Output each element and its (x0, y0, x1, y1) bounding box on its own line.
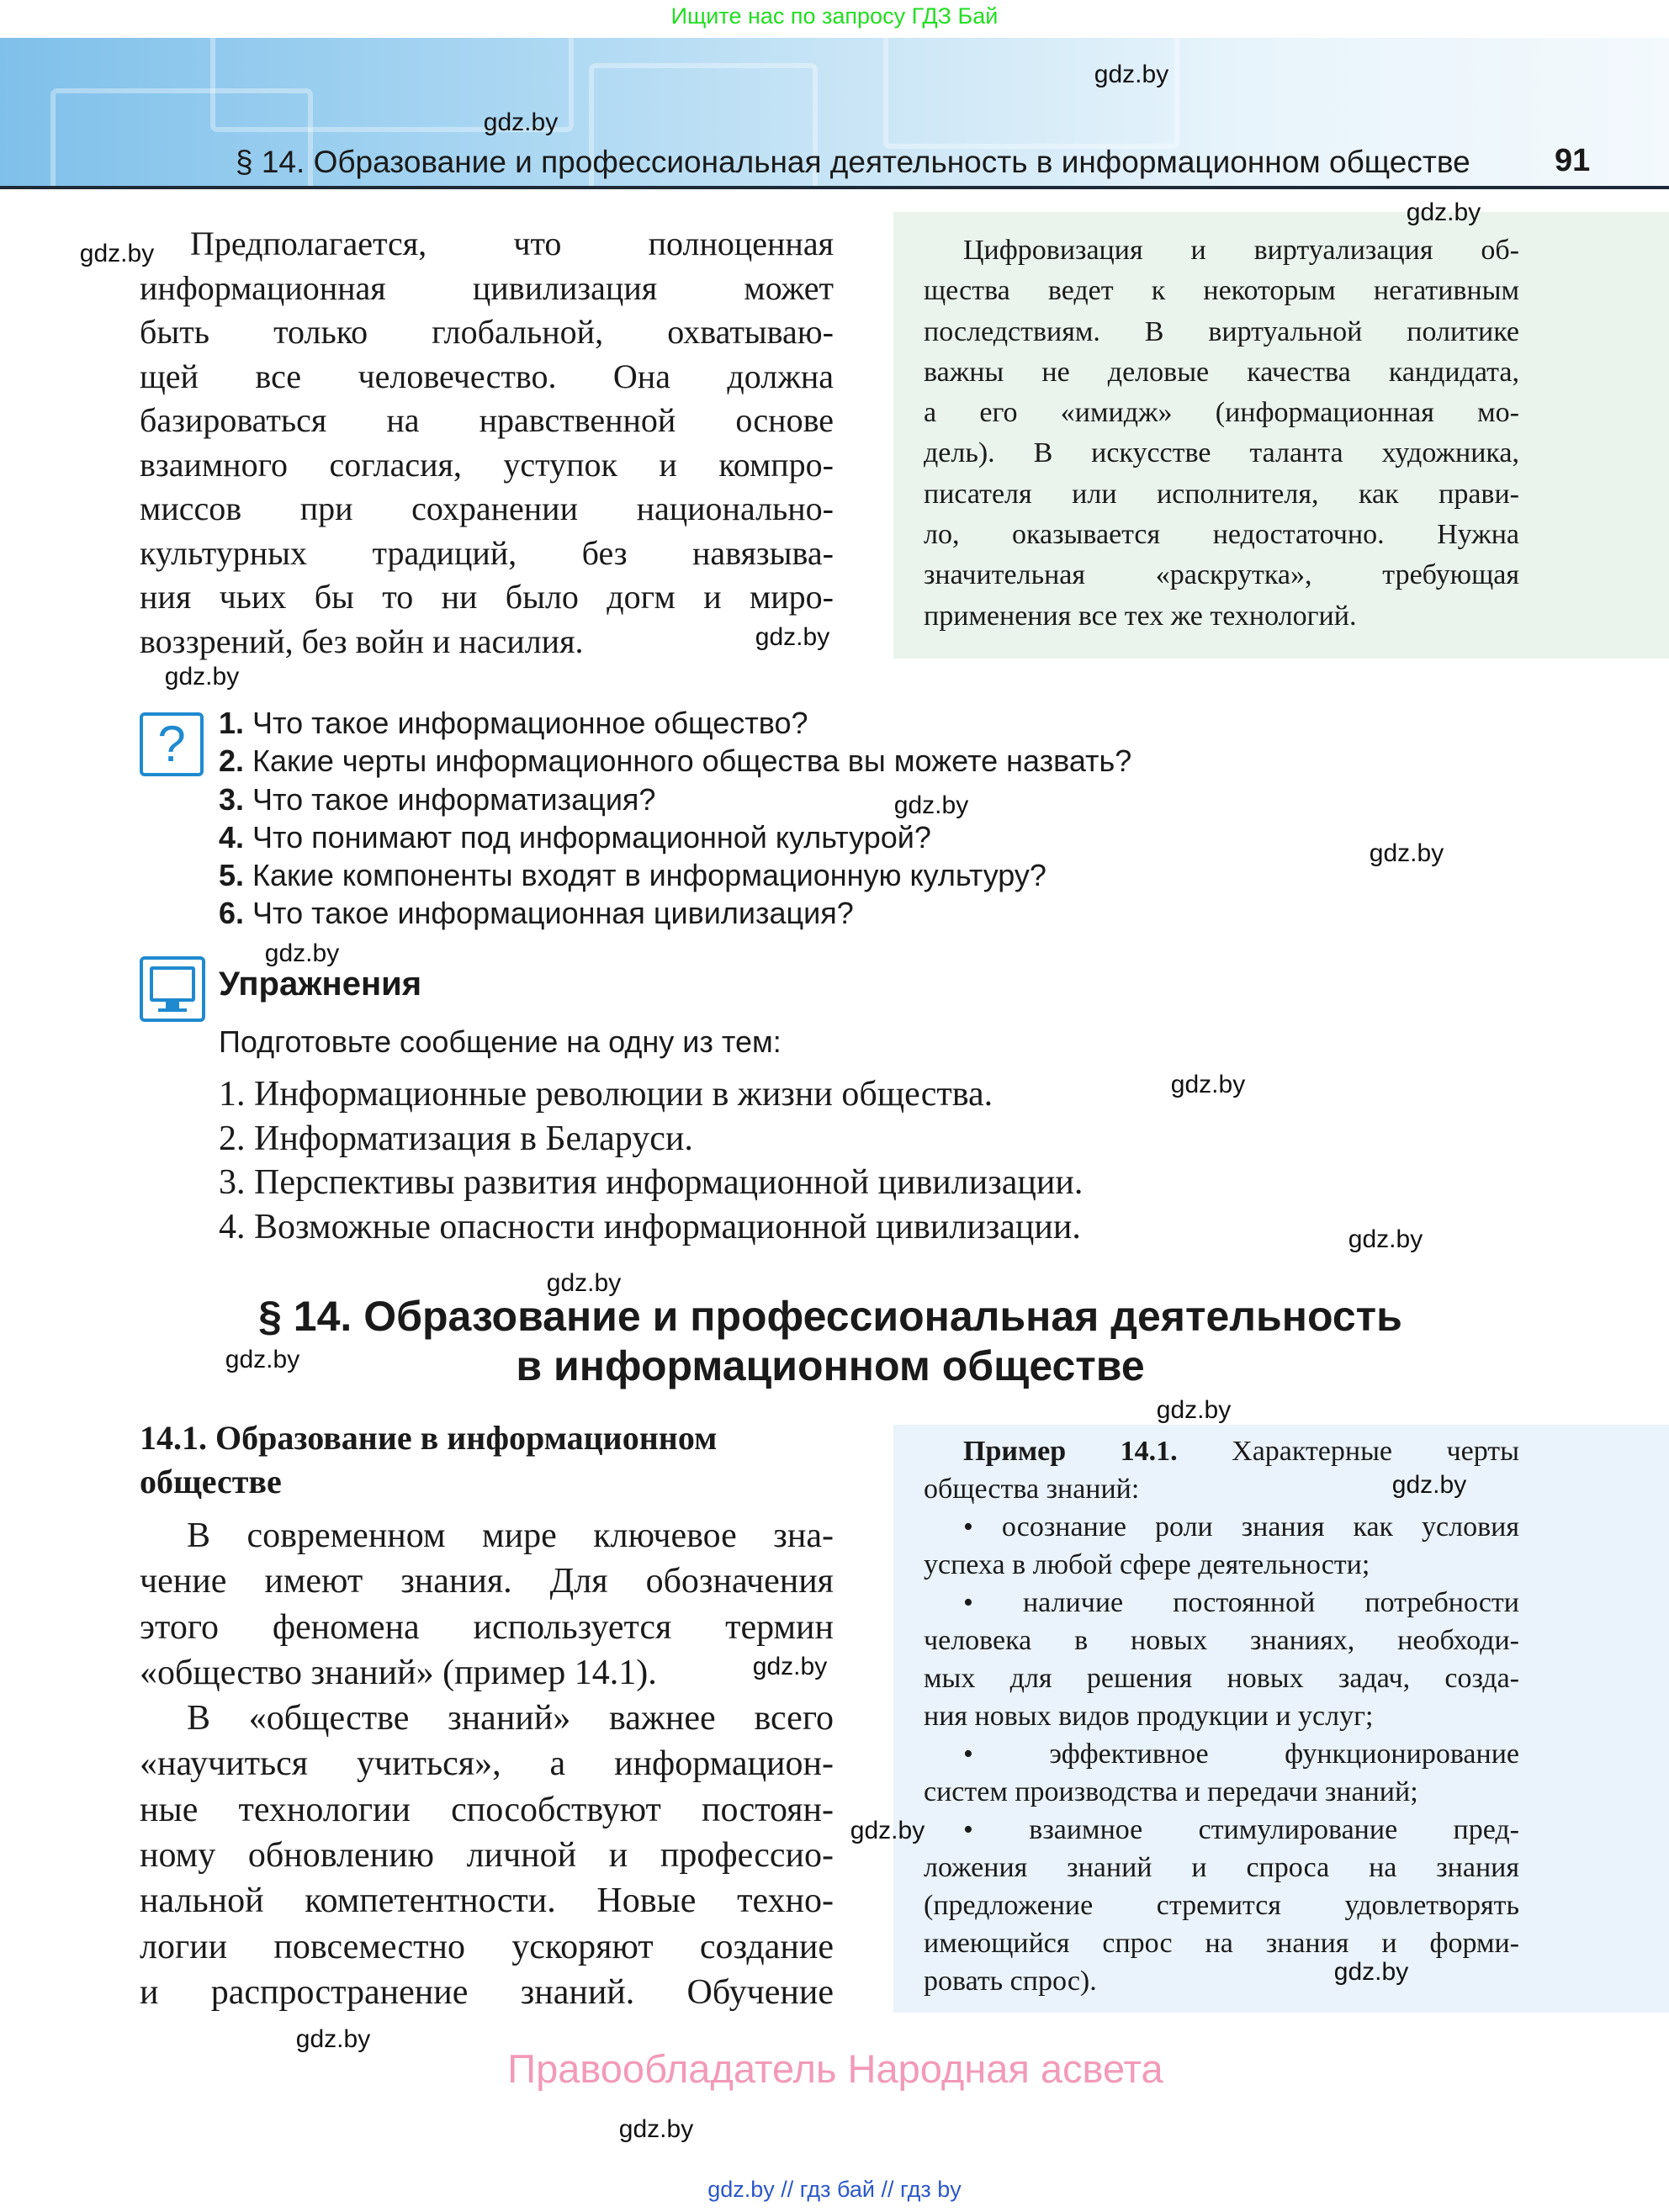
text-line: ные технологии способствуют постоян- (140, 1790, 834, 1829)
question-number: 6. (219, 896, 245, 931)
watermark: gdz.by (164, 663, 240, 691)
text-line: общества знаний: (924, 1474, 1140, 1505)
text-line: • наличие постоянной потребности (963, 1587, 1519, 1618)
text-line: мых для решения новых задач, созда- (924, 1663, 1519, 1694)
question-text: Что понимают под информационной культурой? (252, 819, 931, 855)
watermark: gdz.by (546, 1269, 622, 1297)
text-line: дель). В искусстве таланта художника, (924, 437, 1519, 469)
text-line: воззрений, без войн и насилия. (140, 622, 584, 660)
watermark: gdz.by (1333, 1958, 1409, 1986)
watermark: gdz.by (752, 1653, 828, 1680)
text-line: и распространение знаний. Обучение (140, 1972, 834, 2012)
copyright-owner: Правообладатель Народная асвета (507, 2046, 1163, 2091)
example-label: Пример 14.1. (963, 1436, 1178, 1467)
text-line: ному обновлению личной и профессио- (140, 1836, 834, 1876)
text-line: (предложение стремится удовлетворять (924, 1890, 1519, 1921)
question-item (219, 818, 1131, 856)
text-line: важны не деловые качества кандидата, (924, 356, 1519, 388)
question-number: 3. (219, 781, 245, 817)
footer-links[interactable]: gdz.by // гдз бай // гдз by (707, 2177, 962, 2202)
watermark: gdz.by (755, 623, 830, 651)
text-line: • взаимное стимулирование пред- (963, 1814, 1519, 1845)
text-line: ло, оказывается недостаточно. Нужна (924, 519, 1519, 551)
text-line: щей все человечество. Она должна (140, 357, 834, 395)
text-line: логии повсеместно ускоряют создание (140, 1927, 834, 1966)
watermark: gdz.by (1369, 839, 1444, 867)
intro-paragraph (140, 222, 834, 664)
question-item (219, 704, 1131, 742)
watermark: gdz.by (1094, 61, 1169, 88)
question-text: Какие черты информационного общества вы можете назвать? (252, 744, 1132, 779)
text-line: Предполагается, что полноценная (190, 225, 834, 262)
question-text: Что такое информатизация? (252, 781, 656, 817)
question-item (219, 894, 1131, 932)
monitor-icon (140, 956, 205, 1022)
question-number: 4. (219, 819, 245, 855)
text-line: быть только глобальной, охватываю- (140, 313, 834, 351)
watermark: gdz.by (1156, 1396, 1232, 1424)
text-line: щества ведет к некоторым негативным (924, 275, 1519, 307)
text-line: применения все тех же технологий. (924, 600, 1357, 632)
question-text: Что такое информационное общество? (252, 706, 808, 740)
text-line: • эффективное функционирование (963, 1738, 1519, 1770)
watermark: gdz.by (850, 1817, 925, 1844)
text-line: В современном мире ключевое зна- (187, 1516, 834, 1555)
search-hint: Ищите нас по запросу ГДЗ Бай (670, 3, 999, 29)
running-title: § 14. Образование и профессиональная деятельность в информационном обществе (236, 145, 1470, 179)
question-icon: ? (140, 712, 204, 776)
subsection-heading-line: 14.1. Образование в информационном (140, 1419, 718, 1457)
watermark: gdz.by (225, 1346, 300, 1373)
text-line: нальной компетентности. Новые техно- (140, 1881, 834, 1921)
questions-list (219, 704, 1131, 933)
text-line: ложения знаний и спроса на знания (924, 1852, 1519, 1883)
text-line: писателя или исполнителя, как прави- (924, 478, 1519, 510)
watermark: gdz.by (483, 108, 559, 136)
text-line: ния новых видов продукции и услуг; (924, 1701, 1374, 1732)
text-line: систем производства и передачи знаний; (924, 1776, 1418, 1807)
exercises-heading: Упражнения (219, 966, 422, 1003)
example-title: Характерные черты (1177, 1436, 1519, 1467)
text-line: «научиться учиться», а информацион- (140, 1744, 834, 1784)
exercises-intro: Подготовьте сообщение на одну из тем: (219, 1024, 782, 1059)
watermark: gdz.by (79, 240, 155, 267)
question-item (219, 781, 1131, 818)
section-title-line: в информационном обществе (516, 1342, 1145, 1389)
question-text: Что такое информационная цивилизация? (252, 896, 854, 931)
section-title (0, 1292, 1661, 1391)
text-line: миссов при сохранении национально- (140, 489, 834, 527)
exercises-list (219, 1072, 1083, 1250)
text-line: ния чьих бы то ни было догм и миро- (140, 578, 834, 616)
question-number: 2. (219, 744, 245, 779)
text-line: • осознание роли знания как условия (963, 1511, 1519, 1543)
text-line: человека в новых знаниях, необходи- (924, 1625, 1519, 1656)
section-title-line: § 14. Образование и профессиональная деятельность (258, 1293, 1402, 1340)
subsection-heading (140, 1416, 717, 1504)
text-line: В «обществе знаний» важнее всего (187, 1699, 834, 1738)
text-line (924, 1432, 1519, 1470)
watermark: gdz.by (264, 939, 340, 967)
watermark: gdz.by (1391, 1471, 1467, 1499)
question-text: Какие компоненты входят в информационную культуру? (252, 858, 1046, 893)
text-line: «общество знаний» (пример 14.1). (140, 1653, 657, 1692)
text-line: значительная «раскрутка», требующая (924, 559, 1519, 591)
question-item (219, 856, 1131, 894)
question-number: 1. (219, 706, 245, 740)
watermark: gdz.by (1406, 198, 1481, 226)
watermark: gdz.by (893, 791, 969, 819)
text-line: ровать спрос). (924, 1966, 1097, 1997)
page-number: 91 (1555, 143, 1591, 178)
exercise-item: 4. Возможные опасности информационной цивилизации. (219, 1208, 1081, 1247)
watermark: gdz.by (618, 2115, 694, 2143)
question-item (219, 742, 1131, 780)
watermark: gdz.by (1348, 1225, 1423, 1253)
exercise-item: 3. Перспективы развития информационной цивилизации. (219, 1163, 1084, 1203)
section-paragraphs (140, 1513, 834, 2015)
text-line: а его «имидж» (информационная мо- (924, 397, 1519, 429)
text-line: базироваться на нравственной основе (140, 401, 834, 439)
question-number: 5. (219, 858, 245, 893)
exercise-item: 1. Информационные революции в жизни общества. (219, 1075, 993, 1114)
watermark: gdz.by (1170, 1071, 1246, 1098)
example-text (924, 1432, 1519, 2000)
text-line: этого феномена используется термин (140, 1607, 834, 1647)
text-line: Цифровизация и виртуализация об- (963, 235, 1519, 266)
text-line: информационная цивилизация может (140, 268, 834, 307)
subsection-heading-line: обществе (140, 1463, 282, 1500)
text-line: взаимного согласия, уступок и компро- (140, 445, 834, 484)
header-divider (0, 186, 1669, 189)
text-line: чение имеют знания. Для обозначения (140, 1562, 834, 1601)
sidebar-note-text (924, 230, 1519, 637)
exercise-item: 2. Информатизация в Беларуси. (219, 1119, 693, 1158)
text-line: имеющийся спрос на знания и форми- (924, 1928, 1519, 1959)
watermark: gdz.by (295, 2025, 371, 2053)
text-line: последствиям. В виртуальной политике (924, 315, 1519, 347)
text-line: успеха в любой сфере деятельности; (924, 1549, 1370, 1580)
text-line: культурных традиций, без навязыва- (140, 533, 834, 572)
